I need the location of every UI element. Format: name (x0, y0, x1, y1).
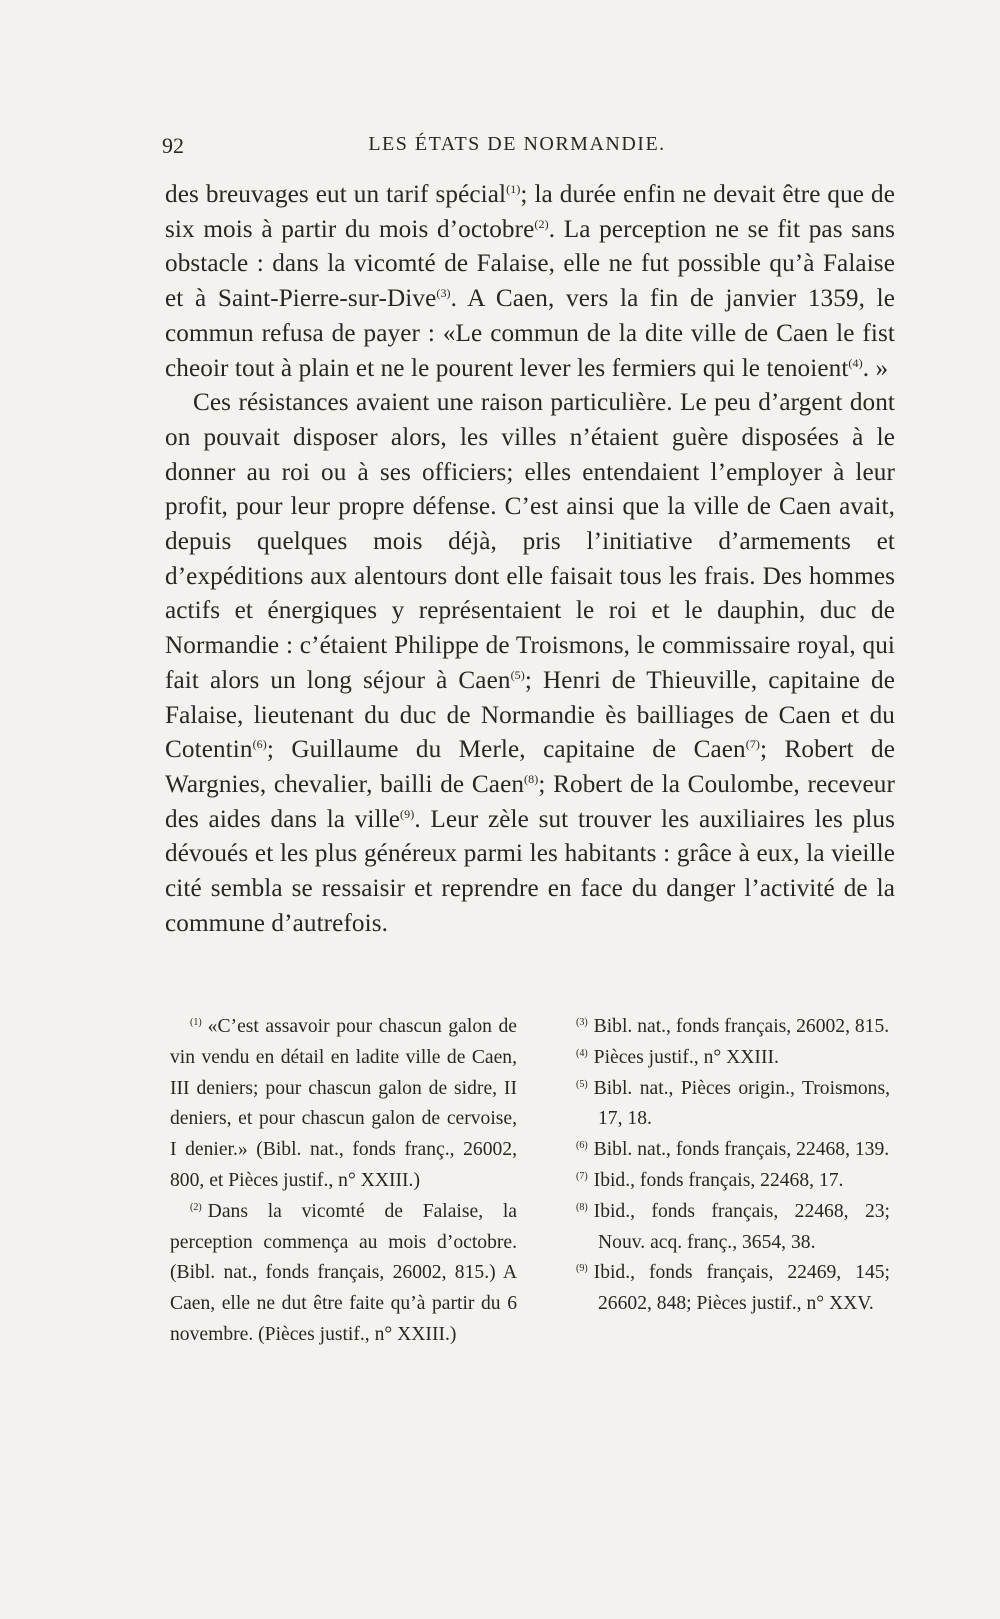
footnote-text: «C’est assavoir pour chascun galon de vin vendu en détail en ladite ville de Caen, III deniers; pour chascun galon de sidre, II deniers, et pour chascun galon de cervoise, I denier.» (Bibl. nat., fonds franç., 26002, 800, et Pièces justif., n° XXIII.) (170, 1016, 517, 1191)
text-run: ; Robert de Wargnies, chevalier, bailli de Caen (165, 736, 895, 798)
footnote-reference: (5) (510, 667, 525, 682)
body-text (165, 178, 895, 941)
text-run: . A Caen, vers la fin de janvier 1359, le commun refusa de payer : «Le commun de la dite ville de Caen le fist cheoir tout à plain et ne le pourent lever les fermiers qui le tenoient (165, 285, 896, 382)
footnote-reference: (3) (436, 286, 451, 301)
footnote-reference: (8) (524, 771, 539, 786)
paragraph-1 (165, 178, 895, 386)
text-run: ; Guillaume du Merle, capitaine de Caen (266, 736, 746, 764)
footnote-marker: (3) (576, 1017, 588, 1028)
footnote (170, 1012, 517, 1197)
footnote-text: Bibl. nat., fonds français, 22468, 139. (593, 1139, 890, 1161)
footnote (558, 1258, 890, 1320)
footnote (558, 1074, 890, 1136)
text-run: . Leur zèle sut trouver les auxiliaires les plus dévoués et les plus généreux parmi les habitants : grâce à eux, la vieille cité sembla se ressaisir et reprendre en face du danger l’activité de la commune d’autrefois. (165, 805, 895, 937)
text-run: ; Robert de la Coulombe, receveur des aides dans la ville (165, 770, 895, 833)
footnote (558, 1166, 890, 1197)
running-title: LES ÉTATS DE NORMANDIE. (368, 133, 666, 155)
footnote (558, 1197, 890, 1259)
text-run: des breuvages eut un tarif spécial (165, 181, 507, 208)
text-run: . La perception ne se fit pas sans obstacle : dans la vicomté de Falaise, elle ne fut possible qu’à Falaise et à Saint-Pierre-sur-Dive (165, 215, 895, 313)
footnote-marker: (7) (576, 1170, 588, 1182)
text-run: Ces résistances avaient une raison particulière. Le peu d’argent dont on pouvait disposer alors, les villes n’étaient guère disposées à le donner au roi ou à ses officiers; elles entendaient l’employer à leur profit, pour leur propre défense. C’est ainsi que la ville de Caen avait, depuis quelques mois déjà, pris l’initiative d’armements et d’expéditions aux alentours dont elle faisait tous les frais. Des hommes actifs et énergiques y représentaient le roi et le dauphin, duc de Normandie : c’étaient Philippe de Troismons, le commissaire royal, qui fait alors un long séjour à Caen (165, 389, 895, 694)
footnote-text: Dans la vicomté de Falaise, la perception commença au mois d’octobre. (Bibl. nat., fonds français, 26002, 815.) A Caen, elle ne dut être faite qu’à partir du 6 novembre. (Pièces justif., n° XXIII.) (170, 1200, 517, 1345)
paragraph-2 (165, 386, 895, 941)
footnotes (170, 1012, 890, 1345)
footnote-reference: (2) (534, 216, 549, 231)
footnote-text: Ibid., fonds français, 22468, 23; Nouv. acq. franç., 3654, 38. (593, 1200, 890, 1253)
footnotes-right-column (558, 1012, 890, 1320)
footnote-reference: (4) (848, 355, 863, 370)
footnote-text: Ibid., fonds français, 22468, 17. (593, 1169, 844, 1191)
footnote-text: Bibl. nat., fonds français, 26002, 815. (593, 1016, 890, 1037)
running-head (162, 133, 872, 163)
footnote-marker: (4) (576, 1047, 588, 1059)
footnote (558, 1135, 890, 1166)
footnote (558, 1043, 890, 1074)
text-run: ; la durée enfin ne devait être que de six mois à partir du mois d’octobre (165, 181, 895, 243)
footnote-reference: (9) (400, 806, 415, 821)
footnotes-left-column (170, 1012, 517, 1351)
footnote-marker: (9) (576, 1263, 588, 1275)
text-run: . » (862, 354, 889, 382)
footnote (170, 1197, 517, 1351)
text-run: ; Henri de Thieuville, capitaine de Falaise, lieutenant du duc de Normandie ès bailliages de Caen et du Cotentin (165, 666, 895, 764)
footnote-marker: (6) (576, 1140, 588, 1152)
footnote-marker: (8) (576, 1201, 588, 1213)
footnote-reference: (6) (252, 737, 267, 752)
page-number: 92 (162, 133, 184, 158)
footnote-reference: (7) (745, 737, 761, 752)
footnote-text: Ibid., fonds français, 22469, 145; 26602, 848; Pièces justif., n° XXV. (593, 1262, 890, 1315)
footnote-marker: (5) (576, 1078, 588, 1090)
footnote-marker: (2) (190, 1201, 202, 1213)
footnote-marker: (1) (190, 1017, 202, 1028)
footnote-text: Pièces justif., n° XXIII. (593, 1046, 779, 1068)
footnote-reference: (1) (506, 182, 521, 196)
footnote (558, 1012, 890, 1043)
footnote-text: Bibl. nat., Pièces origin., Troismons, 17, 18. (593, 1077, 890, 1130)
